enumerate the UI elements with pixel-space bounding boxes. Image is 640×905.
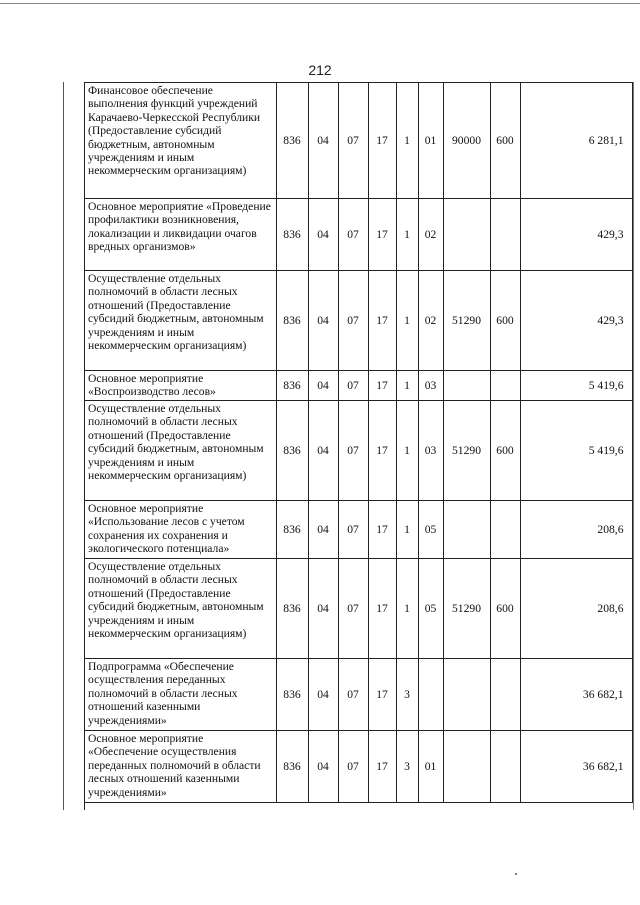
page-top-edge: [0, 3, 640, 4]
event-code-cell: 01: [418, 731, 443, 803]
ministry-code-cell: 836: [276, 501, 308, 559]
subprogram-code-cell: 1: [396, 371, 418, 401]
budget-table: [84, 82, 633, 803]
ministry-code-cell: 836: [276, 659, 308, 731]
table-row: [84, 371, 632, 401]
subsection-code-cell: 07: [338, 371, 368, 401]
program-code-cell: 17: [368, 401, 396, 501]
subprogram-code-cell: 3: [396, 731, 418, 803]
subsection-code-cell: 07: [338, 501, 368, 559]
table-row: [84, 731, 632, 803]
section-code-cell: 04: [308, 271, 338, 371]
amount-cell: 429,3: [520, 199, 632, 271]
amount-cell: 208,6: [520, 501, 632, 559]
section-code-cell: 04: [308, 659, 338, 731]
row-name-cell: Подпрограмма «Обеспечение осуществления переданных полномочий в области лесных отношений казенными учреждениями»: [84, 659, 276, 731]
section-code-cell: 04: [308, 501, 338, 559]
amount-cell: 5 419,6: [520, 371, 632, 401]
amount-cell: 6 281,1: [520, 83, 632, 199]
expense-type-cell: [490, 371, 520, 401]
expense-type-cell: 600: [490, 559, 520, 659]
program-code-cell: 17: [368, 371, 396, 401]
event-code-cell: [418, 659, 443, 731]
table-row: [84, 401, 632, 501]
subsection-code-cell: 07: [338, 199, 368, 271]
subsection-code-cell: 07: [338, 659, 368, 731]
program-code-cell: 17: [368, 271, 396, 371]
ministry-code-cell: 836: [276, 83, 308, 199]
section-code-cell: 04: [308, 199, 338, 271]
ministry-code-cell: 836: [276, 731, 308, 803]
subprogram-code-cell: 3: [396, 659, 418, 731]
subsection-code-cell: 07: [338, 271, 368, 371]
row-name-cell: Основное мероприятие «Проведение профилактики возникновения, локализации и ликвидации очагов вредных организмов»: [84, 199, 276, 271]
table-name-column-left-border: [84, 82, 85, 810]
event-code-cell: 02: [418, 199, 443, 271]
table-row: [84, 501, 632, 559]
section-code-cell: 04: [308, 83, 338, 199]
direction-code-cell: [443, 731, 490, 803]
expense-type-cell: [490, 659, 520, 731]
section-code-cell: 04: [308, 731, 338, 803]
direction-code-cell: 51290: [443, 271, 490, 371]
section-code-cell: 04: [308, 371, 338, 401]
row-name-cell: Осуществление отдельных полномочий в области лесных отношений (Предоставление субсидий бюджетным, автономным учреждениям и иным некоммерческим организациям): [84, 271, 276, 371]
page-number: 212: [308, 62, 332, 78]
direction-code-cell: 51290: [443, 559, 490, 659]
direction-code-cell: [443, 199, 490, 271]
subprogram-code-cell: 1: [396, 271, 418, 371]
expense-type-cell: [490, 731, 520, 803]
program-code-cell: 17: [368, 199, 396, 271]
row-name-cell: Осуществление отдельных полномочий в области лесных отношений (Предоставление субсидий бюджетным, автономным учреждениям и иным некоммерческим организациям): [84, 401, 276, 501]
amount-cell: 36 682,1: [520, 731, 632, 803]
table-row: [84, 271, 632, 371]
ministry-code-cell: 836: [276, 559, 308, 659]
table-row: [84, 83, 632, 199]
subprogram-code-cell: 1: [396, 199, 418, 271]
amount-cell: 429,3: [520, 271, 632, 371]
program-code-cell: 17: [368, 559, 396, 659]
direction-code-cell: [443, 371, 490, 401]
row-name-cell: Финансовое обеспечение выполнения функций учреждений Карачаево-Черкесской Республики (Предоставление субсидий бюджетным, автономным учреждениям и иным некоммерческим организациям): [84, 83, 276, 199]
program-code-cell: 17: [368, 659, 396, 731]
ministry-code-cell: 836: [276, 401, 308, 501]
table-row: [84, 659, 632, 731]
section-code-cell: 04: [308, 559, 338, 659]
expense-type-cell: [490, 199, 520, 271]
direction-code-cell: [443, 501, 490, 559]
row-name-cell: Осуществление отдельных полномочий в области лесных отношений (Предоставление субсидий бюджетным, автономным учреждениям и иным некоммерческим организациям): [84, 559, 276, 659]
ministry-code-cell: 836: [276, 271, 308, 371]
direction-code-cell: [443, 659, 490, 731]
program-code-cell: 17: [368, 731, 396, 803]
subsection-code-cell: 07: [338, 559, 368, 659]
program-code-cell: 17: [368, 83, 396, 199]
subsection-code-cell: 07: [338, 401, 368, 501]
row-name-cell: Основное мероприятие «Воспроизводство лесов»: [84, 371, 276, 401]
amount-cell: 36 682,1: [520, 659, 632, 731]
expense-type-cell: 600: [490, 401, 520, 501]
event-code-cell: 05: [418, 501, 443, 559]
table-outer-left-border: [63, 82, 64, 810]
row-name-cell: Основное мероприятие «Использование лесов с учетом сохранения их сохранения и экологического потенциала»: [84, 501, 276, 559]
event-code-cell: 05: [418, 559, 443, 659]
ministry-code-cell: 836: [276, 371, 308, 401]
expense-type-cell: 600: [490, 271, 520, 371]
direction-code-cell: 90000: [443, 83, 490, 199]
section-code-cell: 04: [308, 401, 338, 501]
expense-type-cell: 600: [490, 83, 520, 199]
table-outer-right-border: [633, 82, 634, 810]
subsection-code-cell: 07: [338, 83, 368, 199]
subprogram-code-cell: 1: [396, 501, 418, 559]
scan-speck: [515, 873, 517, 875]
row-name-cell: Основное мероприятие «Обеспечение осуществления переданных полномочий в области лесных отношений казенными учреждениями»: [84, 731, 276, 803]
amount-cell: 5 419,6: [520, 401, 632, 501]
event-code-cell: 01: [418, 83, 443, 199]
table-row: [84, 199, 632, 271]
ministry-code-cell: 836: [276, 199, 308, 271]
subsection-code-cell: 07: [338, 731, 368, 803]
event-code-cell: 03: [418, 371, 443, 401]
event-code-cell: 02: [418, 271, 443, 371]
amount-cell: 208,6: [520, 559, 632, 659]
subprogram-code-cell: 1: [396, 401, 418, 501]
expense-type-cell: [490, 501, 520, 559]
table-row: [84, 559, 632, 659]
event-code-cell: 03: [418, 401, 443, 501]
direction-code-cell: 51290: [443, 401, 490, 501]
program-code-cell: 17: [368, 501, 396, 559]
subprogram-code-cell: 1: [396, 559, 418, 659]
subprogram-code-cell: 1: [396, 83, 418, 199]
